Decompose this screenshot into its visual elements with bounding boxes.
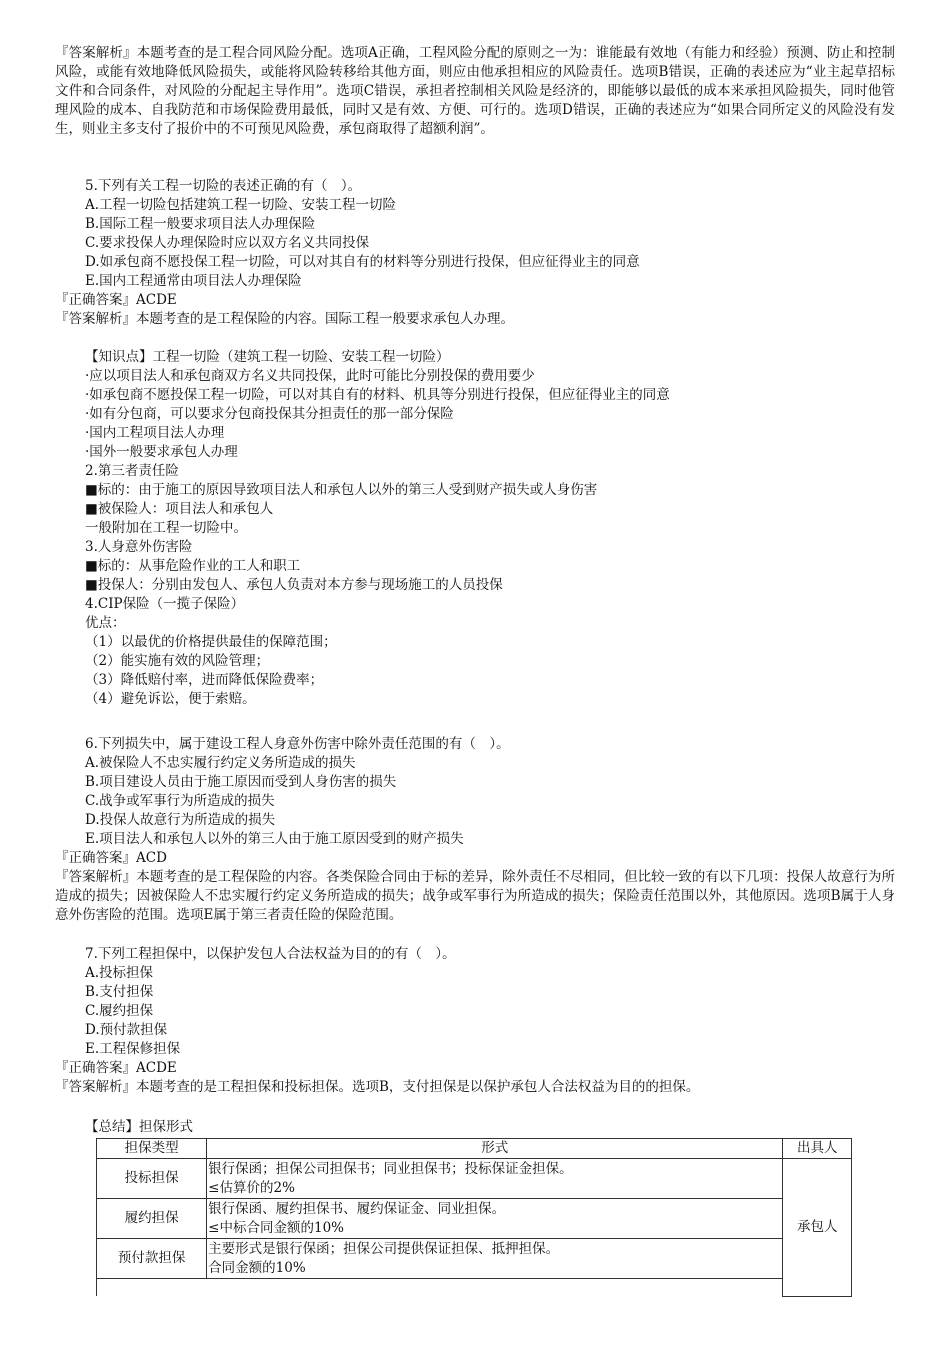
knowledge-line: 优点： [85, 615, 126, 631]
q7-option-d: D.预付款担保 [85, 1022, 168, 1038]
knowledge-line: （1）以最优的价格提供最佳的保障范围； [85, 634, 337, 650]
form-line: 银行保函、履约担保书、履约保证金、同业担保。 [208, 1200, 506, 1217]
knowledge-line: 3.人身意外伤害险 [85, 539, 193, 555]
q5-stem: 5.下列有关工程一切险的表述正确的有（ ）。 [85, 178, 362, 194]
knowledge-line: 4.CIP保险（一揽子保险） [85, 596, 245, 612]
q5-option-c: C.要求投保人办理保险时应以双方名义共同投保 [85, 235, 370, 251]
issuer-cell: 承包人 [783, 1159, 852, 1297]
knowledge-line: （4）避免诉讼，便于索赔。 [85, 691, 256, 707]
knowledge-line: 2.第三者责任险 [85, 463, 179, 479]
knowledge-line: ·国内工程项目法人办理 [85, 425, 225, 441]
form-cell [207, 1199, 783, 1239]
q6-option-e: E.项目法人和承包人以外的第三人由于施工原因受到的财产损失 [85, 831, 464, 847]
knowledge-line: 一般附加在工程一切险中。 [85, 520, 247, 536]
q5-option-a: A.工程一切险包括建筑工程一切险、安装工程一切险 [85, 197, 397, 213]
form-line: 合同金额的10% [208, 1259, 306, 1276]
header-guarantee-type: 担保类型 [97, 1139, 207, 1159]
knowledge-line: ■标的：从事危险作业的工人和职工 [85, 558, 301, 574]
knowledge-line: ·应以项目法人和承包商双方名义共同投保，此时可能比分别投保的费用要少 [85, 368, 535, 384]
guarantee-type-cell: 履约担保 [97, 1199, 207, 1239]
form-line: 银行保函；担保公司担保书；同业担保书；投标保证金担保。 [208, 1160, 573, 1177]
table-row [97, 1239, 852, 1279]
q7-option-c: C.履约担保 [85, 1003, 154, 1019]
q6-stem: 6.下列损失中，属于建设工程人身意外伤害中除外责任范围的有（ ）。 [85, 736, 510, 752]
summary-title: 【总结】担保形式 [85, 1119, 193, 1135]
q7-analysis: 『答案解析』本题考查的是工程担保和投标担保。选项B，支付担保是以保护承包人合法权益为目的的担保。 [55, 1079, 700, 1095]
q6-answer: 『正确答案』ACD [55, 850, 167, 866]
form-line: ≤估算价的2% [208, 1179, 295, 1196]
q6-option-c: C.战争或军事行为所造成的损失 [85, 793, 275, 809]
header-form: 形式 [207, 1139, 783, 1159]
knowledge-line: ·国外一般要求承包人办理 [85, 444, 238, 460]
q6-analysis: 『答案解析』本题考查的是工程保险的内容。各类保险合同由于标的差异，除外责任不尽相同，但比较一致的有以下几项：投保人故意行为所造成的损失；因被保险人不忠实履行约定义务所造成的损失；战争或军事行为所造成的损失；保险责任范围以外，其他原因。选项B属于人身意外伤害险的范围。选项E属于第三者责任险的保险范围。 [55, 869, 895, 923]
q5-analysis: 『答案解析』本题考查的是工程保险的内容。国际工程一般要求承包人办理。 [55, 311, 514, 327]
knowledge-line: ■被保险人：项目法人和承包人 [85, 501, 274, 517]
q6-option-d: D.投保人故意行为所造成的损失 [85, 812, 276, 828]
knowledge-line: ■投保人：分别由发包人、承包人负责对本方参与现场施工的人员投保 [85, 577, 503, 593]
guarantee-summary-table [96, 1138, 852, 1297]
knowledge-line: （3）降低赔付率，进而降低保险费率； [85, 672, 324, 688]
q5-option-e: E.国内工程通常由项目法人办理保险 [85, 273, 302, 289]
knowledge-line: （2）能实施有效的风险管理； [85, 653, 270, 669]
q6-option-b: B.项目建设人员由于施工原因而受到人身伤害的损失 [85, 774, 397, 790]
form-cell [207, 1159, 783, 1199]
q7-option-e: E.工程保修担保 [85, 1041, 181, 1057]
guarantee-type-cell: 投标担保 [97, 1159, 207, 1199]
continued-cell [207, 1279, 783, 1297]
knowledge-title: 【知识点】工程一切险（建筑工程一切险、安装工程一切险） [85, 349, 450, 365]
intro-analysis: 『答案解析』本题考查的是工程合同风险分配。选项A正确，工程风险分配的原则之一为：谁能最有效地（有能力和经验）预测、防止和控制风险，或能有效地降低风险损失，或能将风险转移给其他方面，则应由他承担相应的风险责任。选项B错误，正确的表述应为“业主起草招标文件和合同条件，对风险的分配起主导作用”。选项C错误，承担者控制相关风险是经济的，即能够以最低的成本来承担风险损失，同时他管理风险的成本、自我防范和市场保险费用最低，同时又是有效、方便、可行的。选项D错误，正确的表述应为“如果合同所定义的风险没有发生，则业主多支付了报价中的不可预见风险费，承包商取得了超额利润”。 [55, 45, 895, 137]
table-header-row [97, 1139, 852, 1159]
table-row [97, 1199, 852, 1239]
q7-option-b: B.支付担保 [85, 984, 154, 1000]
q5-option-b: B.国际工程一般要求项目法人办理保险 [85, 216, 316, 232]
knowledge-line: ·如有分包商，可以要求分包商投保其分担责任的那一部分保险 [85, 406, 454, 422]
q7-stem: 7.下列工程担保中，以保护发包人合法权益为目的的有（ ）。 [85, 946, 456, 962]
table-row-continued [97, 1279, 852, 1297]
q5-option-d: D.如承包商不愿投保工程一切险，可以对其自有的材料等分别进行投保，但应征得业主的同意 [85, 254, 640, 270]
knowledge-line: ■标的：由于施工的原因导致项目法人和承包人以外的第三人受到财产损失或人身伤害 [85, 482, 598, 498]
form-cell [207, 1239, 783, 1279]
continued-cell [97, 1279, 207, 1297]
knowledge-line: ·如承包商不愿投保工程一切险，可以对其自有的材料、机具等分别进行投保，但应征得业主的同意 [85, 387, 670, 403]
form-line: ≤中标合同金额的10% [208, 1219, 344, 1236]
guarantee-type-cell: 预付款担保 [97, 1239, 207, 1279]
q7-option-a: A.投标担保 [85, 965, 154, 981]
q5-answer: 『正确答案』ACDE [55, 292, 177, 308]
form-line: 主要形式是银行保函；担保公司提供保证担保、抵押担保。 [208, 1240, 560, 1257]
table-row [97, 1159, 852, 1199]
q7-answer: 『正确答案』ACDE [55, 1060, 177, 1076]
q6-option-a: A.被保险人不忠实履行约定义务所造成的损失 [85, 755, 356, 771]
header-issuer: 出具人 [783, 1139, 852, 1159]
